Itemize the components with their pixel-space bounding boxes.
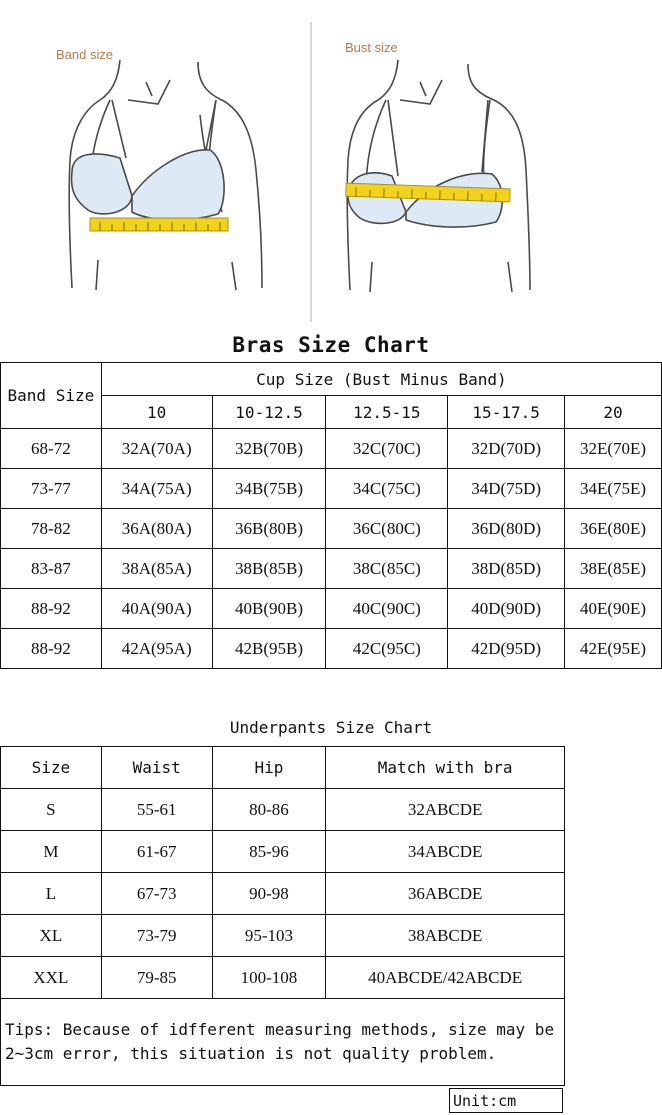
- size-cell: 36D(80D): [448, 509, 565, 549]
- size-cell: 38A(85A): [101, 549, 212, 589]
- bra-chart-title: Bras Size Chart: [232, 333, 430, 357]
- band-cell: 88-92: [1, 589, 102, 629]
- size-cell: 42E(95E): [565, 629, 662, 669]
- underpants-header-row: [1, 747, 565, 789]
- bust-size-figure: [347, 60, 530, 292]
- size-cell: XL: [1, 915, 102, 957]
- underpants-size-table: [0, 746, 565, 1086]
- match-cell: 34ABCDE: [326, 831, 565, 873]
- tips-row: [1, 999, 565, 1086]
- waist-cell: 55-61: [101, 789, 212, 831]
- cup-column: 10: [101, 396, 212, 429]
- size-cell: 40E(90E): [565, 589, 662, 629]
- hip-cell: 90-98: [212, 873, 326, 915]
- hip-cell: 95-103: [212, 915, 326, 957]
- bra-row: [1, 629, 662, 669]
- underpants-chart-title: Underpants Size Chart: [229, 718, 433, 737]
- band-tape: [90, 218, 228, 231]
- size-cell: 38D(85D): [448, 549, 565, 589]
- size-cell: 32B(70B): [212, 429, 326, 469]
- underpants-row: [1, 915, 565, 957]
- cup-column: 10-12.5: [212, 396, 326, 429]
- size-cell: 34B(75B): [212, 469, 326, 509]
- size-cell: XXL: [1, 957, 102, 999]
- match-cell: 38ABCDE: [326, 915, 565, 957]
- size-cell: 38B(85B): [212, 549, 326, 589]
- size-cell: 34D(75D): [448, 469, 565, 509]
- size-cell: 36B(80B): [212, 509, 326, 549]
- match-cell: 40ABCDE/42ABCDE: [326, 957, 565, 999]
- size-cell: 38C(85C): [326, 549, 448, 589]
- match-cell: 32ABCDE: [326, 789, 565, 831]
- column-header: Waist: [101, 747, 212, 789]
- hip-cell: 100-108: [212, 957, 326, 999]
- column-header: Match with bra: [326, 747, 565, 789]
- band-size-label: Band size: [56, 47, 114, 62]
- size-cell: 42C(95C): [326, 629, 448, 669]
- size-cell: 32C(70C): [326, 429, 448, 469]
- size-cell: 40C(90C): [326, 589, 448, 629]
- waist-cell: 79-85: [101, 957, 212, 999]
- size-cell: 34E(75E): [565, 469, 662, 509]
- cup-column: 15-17.5: [448, 396, 565, 429]
- bra-row: [1, 589, 662, 629]
- size-cell: 34A(75A): [101, 469, 212, 509]
- size-cell: 36A(80A): [101, 509, 212, 549]
- band-size-figure: [69, 60, 262, 290]
- match-cell: 36ABCDE: [326, 873, 565, 915]
- measurement-illustration: [0, 0, 662, 330]
- tips-text: Tips: Because of idfferent measuring methods, size may be 2~3cm error, this situation is not quality problem.: [1, 999, 565, 1086]
- band-cell: 83-87: [1, 549, 102, 589]
- size-cell: 34C(75C): [326, 469, 448, 509]
- underpants-row: [1, 831, 565, 873]
- cup-size-header: Cup Size (Bust Minus Band): [101, 363, 661, 396]
- size-cell: L: [1, 873, 102, 915]
- size-cell: M: [1, 831, 102, 873]
- underpants-row: [1, 789, 565, 831]
- size-cell: 32E(70E): [565, 429, 662, 469]
- waist-cell: 67-73: [101, 873, 212, 915]
- waist-cell: 73-79: [101, 915, 212, 957]
- bra-row: [1, 509, 662, 549]
- size-cell: 40B(90B): [212, 589, 326, 629]
- size-cell: 32A(70A): [101, 429, 212, 469]
- size-cell: 40A(90A): [101, 589, 212, 629]
- waist-cell: 61-67: [101, 831, 212, 873]
- size-cell: 32D(70D): [448, 429, 565, 469]
- band-size-header: Band Size: [1, 363, 102, 429]
- size-cell: S: [1, 789, 102, 831]
- underpants-row: [1, 873, 565, 915]
- bra-row: [1, 549, 662, 589]
- bra-header-row: [1, 363, 662, 396]
- hip-cell: 80-86: [212, 789, 326, 831]
- column-header: Hip: [212, 747, 326, 789]
- band-cell: 78-82: [1, 509, 102, 549]
- bra-row: [1, 469, 662, 509]
- size-cell: 36E(80E): [565, 509, 662, 549]
- underpants-row: [1, 957, 565, 999]
- bust-size-label: Bust size: [345, 40, 398, 55]
- cup-column: 20: [565, 396, 662, 429]
- column-header: Size: [1, 747, 102, 789]
- size-cell: 38E(85E): [565, 549, 662, 589]
- band-cell: 68-72: [1, 429, 102, 469]
- cup-column: 12.5-15: [326, 396, 448, 429]
- band-cell: 88-92: [1, 629, 102, 669]
- unit-label: Unit:cm: [449, 1088, 563, 1113]
- size-cell: 40D(90D): [448, 589, 565, 629]
- size-cell: 42A(95A): [101, 629, 212, 669]
- hip-cell: 85-96: [212, 831, 326, 873]
- bra-size-table: [0, 362, 662, 669]
- size-cell: 36C(80C): [326, 509, 448, 549]
- band-cell: 73-77: [1, 469, 102, 509]
- size-cell: 42B(95B): [212, 629, 326, 669]
- bra-row: [1, 429, 662, 469]
- size-cell: 42D(95D): [448, 629, 565, 669]
